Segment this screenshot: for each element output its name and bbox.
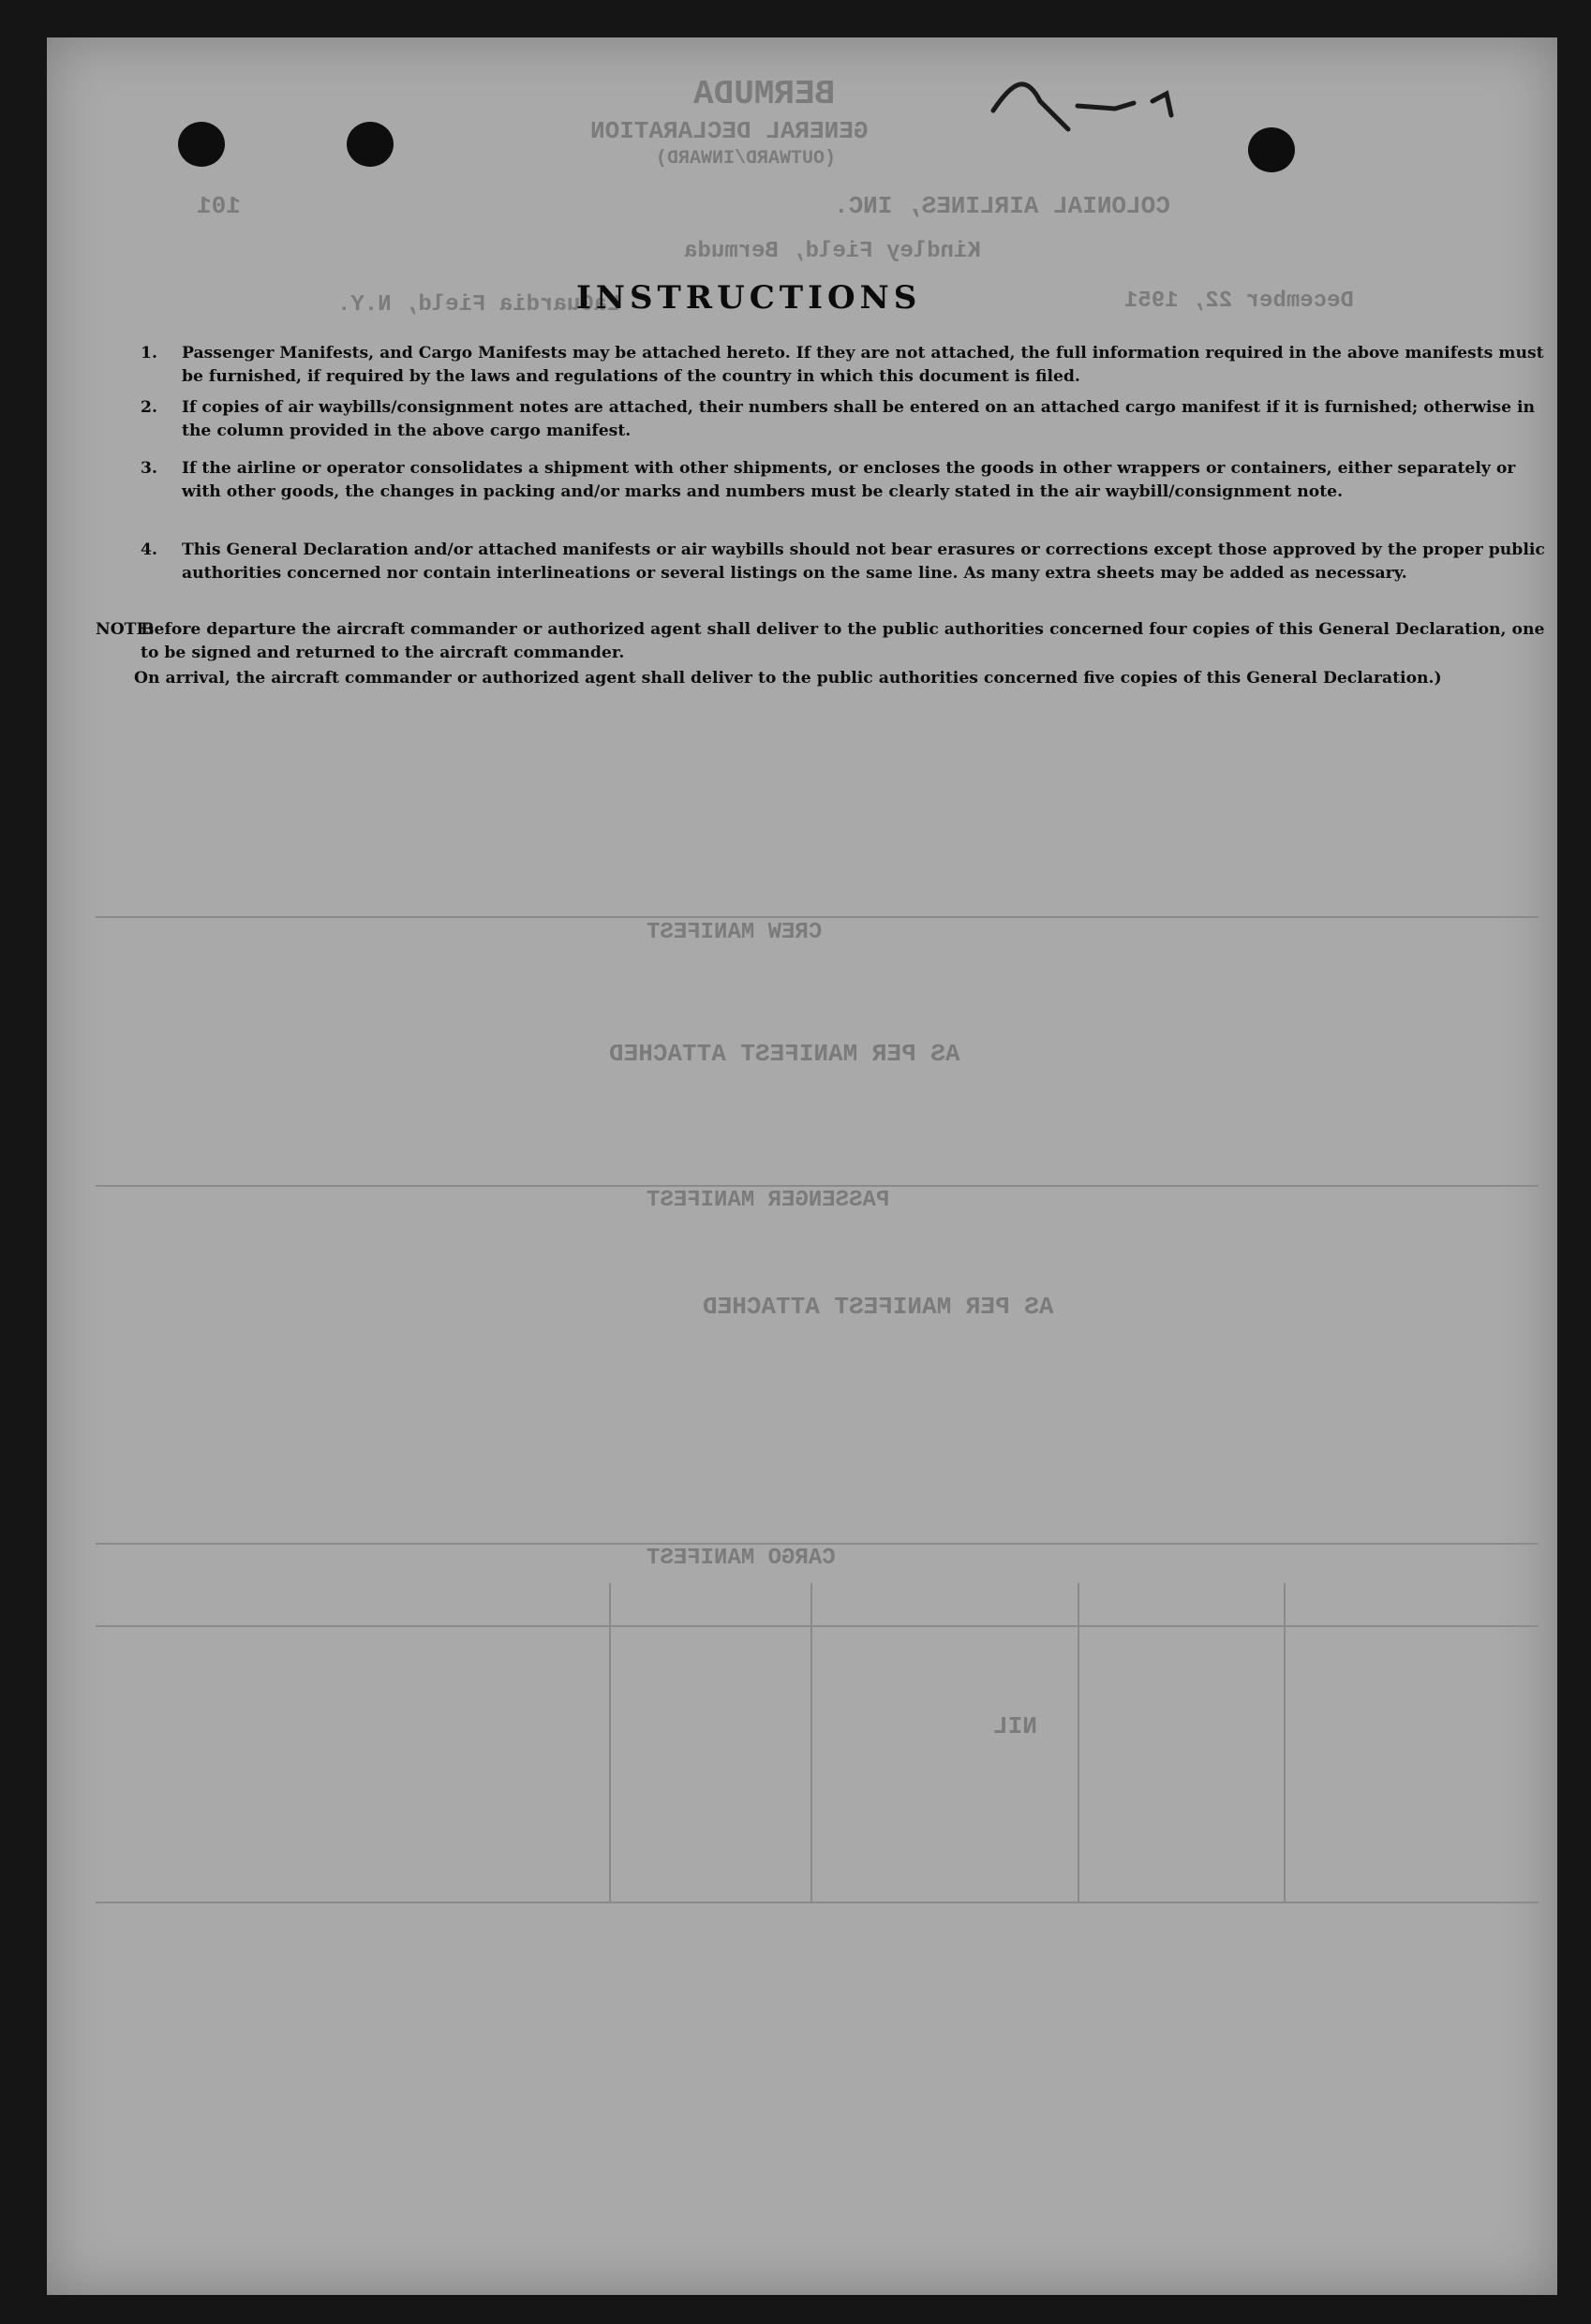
bleed-date: December 22, 1951 [1124,289,1354,314]
bleed-rule [96,1543,1539,1545]
instruction-number: 3. [141,459,157,478]
bleed-rule [96,1902,1539,1903]
document-sheet [47,37,1557,2295]
instruction-text: If copies of air waybills/consignment notes are attached, their numbers shall be entered on an attached cargo manifest if it is furnished; otherwise in the column provided in the above cargo manifest. [182,398,1536,440]
bleed-crew-manifest: CREW MANIFEST [647,920,823,945]
note-block [96,618,1546,690]
instruction-item [141,396,1546,443]
instruction-item [141,539,1546,585]
bleed-header-general-declaration: GENERAL DECLARATION [590,117,869,145]
bleed-as-per-manifest-1: AS PER MANIFEST ATTACHED [609,1040,960,1068]
note-arrival-text: On arrival, the aircraft commander or authorized agent shall deliver to the public authorities concerned five copies of this General Declaration.) [134,669,1442,688]
bleed-cargo-manifest: CARGO MANIFEST [647,1546,836,1571]
instruction-text: This General Declaration and/or attached manifests or air waybills should not bear erasures or corrections except those approved by the proper public authorities concerned nor contain interlineations or several listings on the same line. As many extra sheets may be added as necessary. [182,540,1545,583]
page-title: INSTRUCTIONS [576,279,922,317]
note-label: NOTE: [96,620,155,639]
bleed-place-from: Kindley Field, Bermuda [684,239,981,264]
bleed-vline [1284,1583,1286,1902]
instruction-item [141,342,1546,389]
bleed-rule [96,916,1539,918]
instruction-number: 2. [141,398,157,417]
instruction-number: 4. [141,540,157,559]
punch-hole-left [178,122,225,167]
bleed-vline [1078,1583,1079,1902]
bleed-flight-no: 101 [197,192,241,220]
instruction-number: 1. [141,344,157,363]
note-departure-text: Before departure the aircraft commander or authorized agent shall deliver to the public authorities concerned four copies of this General Declaration, one to be signed and returned to the aircraft commander. [141,620,1545,662]
bleed-header-outward-inward: (OUTWARD/INWARD) [656,148,837,170]
handwritten-check-mark [984,64,1265,139]
bleed-as-per-manifest-2: AS PER MANIFEST ATTACHED [703,1293,1054,1321]
punch-hole-left-2 [347,122,394,167]
bleed-nil: NIL [993,1712,1037,1740]
instruction-item [141,457,1546,504]
bleed-rule [96,1185,1539,1187]
instruction-text: If the airline or operator consolidates a shipment with other shipments, or encloses the goods in other wrappers or containers, either separately or with other goods, the changes in packing and/or marks and numbers must be clearly stated in the air waybill/consignment note. [182,459,1516,501]
bleed-header-bermuda: BERMUDA [693,75,836,113]
instruction-text: Passenger Manifests, and Cargo Manifests may be attached hereto. If they are not attached, the full information required in the above manifests must be furnished, if required by the laws and regulations of the country in which this document is filed. [182,344,1544,386]
bleed-rule [96,1625,1539,1627]
bleed-place-to: LaGuardia Field, N.Y. [337,292,621,318]
bleed-vline [810,1583,812,1902]
bleed-operator: COLONIAL AIRLINES, INC. [834,192,1170,220]
bleed-vline [609,1583,611,1902]
bleed-passenger-manifest: PASSENGER MANIFEST [647,1188,890,1213]
